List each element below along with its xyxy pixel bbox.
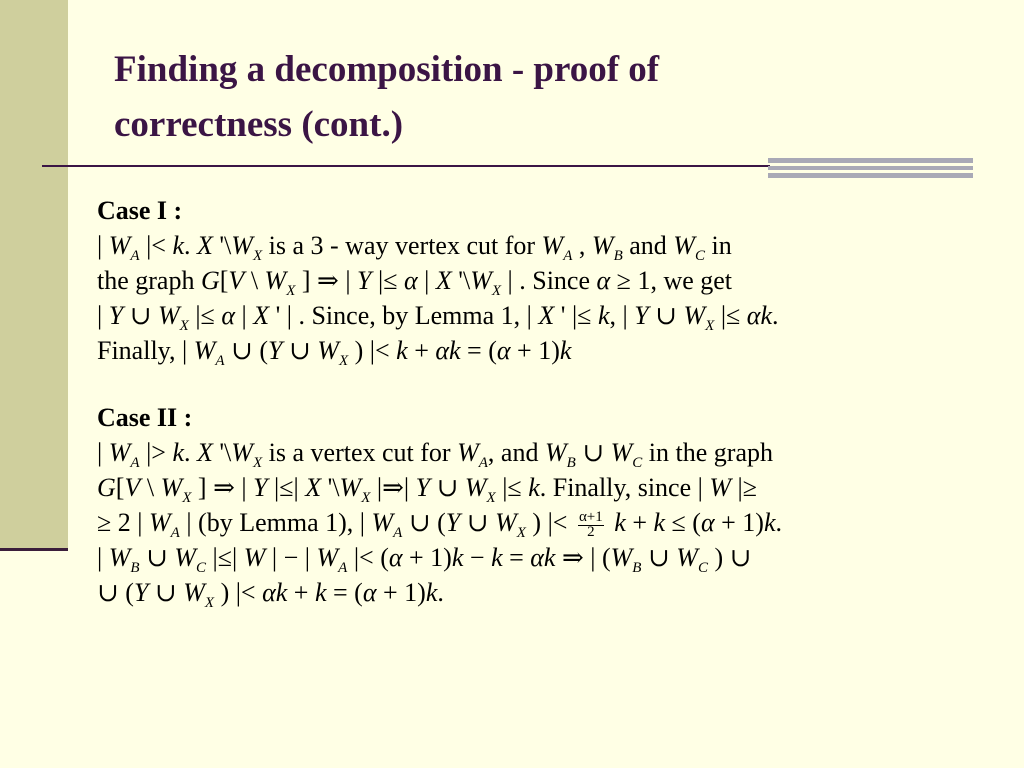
case-1-text: in [704, 231, 732, 260]
slide-title [114, 42, 854, 152]
case-1-text: Since [532, 266, 597, 295]
case-2-heading: Case II : [97, 403, 193, 432]
case-2-line-2: G[V \ $W_X$ ] ⇒ | Y |≤| X '$\backslash W_X$ |⇒| Y ∪ $W_X$ |≤ k. Finally, since | W |≥ [97, 473, 758, 506]
slide-title-line-2: correctness (cont.) [114, 104, 404, 145]
fraction [578, 510, 604, 540]
side-decoration-rule [0, 548, 68, 551]
case-2-text: in the graph [642, 438, 773, 467]
case-2-text: Finally, since [552, 473, 698, 502]
case-1-text: , we get [650, 266, 733, 295]
case-1-text: the graph [97, 266, 201, 295]
case-2-line-3: ≥ 2 | $W_A$ | (by Lemma 1), | $W_A$ ∪ (Y ∪ $W_X$ ) |< $\frac{\alpha+1}{2}$ k + k ≤ (α + 1)k. [97, 508, 782, 541]
case-2-text: , and [487, 438, 545, 467]
case-2-line-5: ∪ (Y ∪ $W_X$ ) |< αk + k = (α + 1)k. [97, 578, 444, 611]
title-divider-accent [768, 158, 973, 178]
side-decoration-bar [0, 0, 68, 548]
case-1-text: is a 3 - way vertex cut for [262, 231, 542, 260]
fraction-numerator: α+1 [578, 509, 603, 526]
slide-title-line-1: Finding a decomposition - proof of [114, 49, 660, 90]
case-1-line-3: | Y ∪ $W_X$ |≤ α | X ' | . Since, by Lemma 1, | X ' |≤ k, | Y ∪ $W_X$ |≤ αk. [97, 301, 779, 334]
case-2-text: is a vertex cut for [262, 438, 458, 467]
case-1-heading: Case I : [97, 196, 183, 225]
title-divider [42, 165, 770, 167]
case-1-text: Finally, [97, 336, 182, 365]
case-2-line-1: | $W_A$ |> k. X '$\backslash W_X$ is a vertex cut for $W_A$, and $W_B$ ∪ $W_C$ in the graph [97, 438, 773, 471]
case-1-line-4: Finally, | $W_A$ ∪ (Y ∪ $W_X$ ) |< k + αk = (α + 1)k [97, 336, 572, 369]
fraction-denominator: 2 [587, 524, 595, 541]
case-2-text: (by Lemma 1), [198, 508, 354, 537]
case-1-line-1: | $W_A$ |< k. X '$\backslash W_X$ is a 3 - way vertex cut for $W_A$ , $W_B$ and $W_C$ in [97, 231, 732, 264]
case-1-text: Since, by Lemma 1, [311, 301, 521, 330]
case-2-line-4: | $W_B$ ∪ $W_C$ |≤| W | − | $W_A$ |< (α + 1)k − k = αk ⇒ | ($W_B$ ∪ $W_C$ ) ∪ [97, 543, 752, 576]
slide-body [97, 193, 977, 610]
case-1-line-2: the graph G[V \ $W_X$ ] ⇒ | Y |≤ α | X '$\backslash W_X$ | . Since α ≥ 1, we get [97, 266, 733, 299]
case-1-text: and [622, 231, 674, 260]
